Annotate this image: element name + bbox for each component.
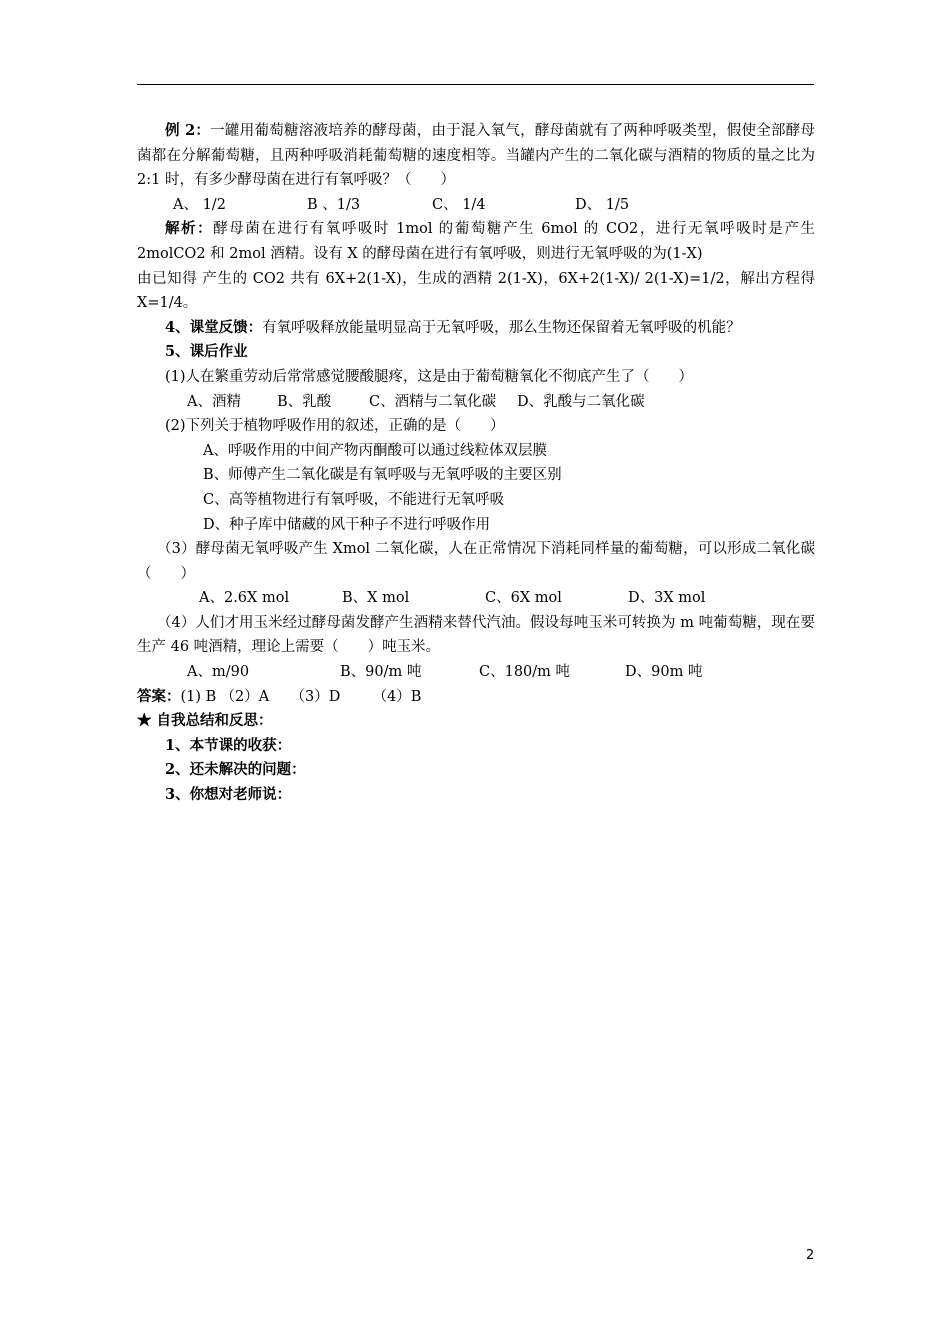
example-2-text: 一罐用葡萄糖溶液培养的酵母菌，由于混入氧气，酵母菌就有了两种呼吸类型，假使全部酵母菌都在分解葡萄糖，且两种呼吸消耗葡萄糖的速度相等。当罐内产生的二氧化碳与酒精的物质的量之比为 2:1 时，有多少酵母菌在进行有氧呼吸？（ ） [137,123,815,189]
question-4-options [137,660,815,685]
question-3: （3）酵母菌无氧呼吸产生 Xmol 二氧化碳，人在正常情况下消耗同样量的葡萄糖，可以形成二氧化碳（ ） [137,541,815,582]
answer-2: （2）A [220,688,270,705]
answer-1: (1) B [180,688,217,705]
question-2: (2)下列关于植物呼吸作用的叙述，正确的是（ ） [165,418,505,435]
summary-item-3 [137,783,815,808]
summary-item-2-text: 2、还未解决的问题： [165,761,306,779]
analysis-label: 解析： [165,220,214,238]
summary-heading [137,709,815,734]
q3-option-a: A、2.6X mol [199,590,290,607]
summary-heading-text: ★ 自我总结和反思： [137,712,273,730]
option-d: D、 1/5 [575,196,630,213]
q3-option-c: C、6X mol [485,590,562,607]
q3-option-d: D、3X mol [628,590,706,607]
q1-option-b: B、乳酸 [277,393,332,410]
answer-4: （4）B [372,688,422,705]
q4-option-a: A、m/90 [187,664,250,681]
q3-option-b: B、X mol [342,590,410,607]
page-number: 2 [806,1248,815,1263]
summary-item-2 [137,758,815,783]
answers-label: 答案： [137,687,181,705]
option-c: C、 1/4 [432,196,486,213]
feedback-text: 有氧呼吸释放能量明显高于无氧呼吸，那么生物还保留着无氧呼吸的机能？ [262,319,741,336]
q1-option-a: A、酒精 [187,393,241,410]
homework-heading [137,340,815,365]
question-1-options [137,390,815,415]
answers [137,685,815,710]
question-4: （4）人们才用玉米经过酵母菌发酵产生酒精来替代汽油。假设每吨玉米可转换为 m 吨葡萄糖，现在要生产 46 吨酒精，理论上需要（ ）吨玉米。 [137,614,815,656]
feedback [137,316,815,341]
option-b: B 、1/3 [307,196,361,213]
feedback-label: 4、课堂反馈： [165,318,263,336]
header-rule [137,84,814,85]
example-2 [137,119,815,193]
homework-label: 5、课后作业 [165,343,248,361]
analysis-line-2: 由已知得 产生的 CO2 共有 6X+2(1-X)，生成的酒精 2(1-X)，6X+2(1-X)/ 2(1-X)=1/2，解出方程得 X=1/4。 [137,270,815,312]
q4-option-c: C、180/m 吨 [479,664,571,681]
answer-3: （3）D [290,688,341,705]
q2-option-d: D、种子库中储藏的风干种子不进行呼吸作用 [203,516,491,533]
document-body [137,119,815,808]
analysis-text-1: 酵母菌在进行有氧呼吸时 1mol 的葡萄糖产生 6mol 的 CO2，进行无氧呼吸时是产生 2molCO2 和 2mol 酒精。设有 X 的酵母菌在进行有氧呼吸，则进行无氧呼吸的为(1-X) [137,221,816,262]
summary-item-1-text: 1、本节课的收获： [165,736,292,754]
q4-option-b: B、90/m 吨 [340,664,422,681]
example-2-label: 例 2： [165,122,211,139]
option-a: A、 1/2 [173,196,226,213]
summary-item-1 [137,734,815,759]
example-2-options [137,193,815,218]
q4-option-d: D、90m 吨 [625,664,703,681]
q2-option-b: B、师傅产生二氧化碳是有氧呼吸与无氧呼吸的主要区别 [203,467,562,484]
question-1: (1)人在繁重劳动后常常感觉腰酸腿疼，这是由于葡萄糖氧化不彻底产生了（ ） [165,368,694,385]
q2-option-a: A、呼吸作用的中间产物丙酮酸可以通过线粒体双层膜 [203,442,547,459]
summary-item-3-text: 3、你想对老师说： [165,786,292,804]
q1-option-d: D、乳酸与二氧化碳 [517,393,645,410]
analysis-line-1 [137,217,815,266]
q2-option-c: C、高等植物进行有氧呼吸，不能进行无氧呼吸 [203,491,505,508]
question-3-options [137,586,815,611]
q1-option-c: C、酒精与二氧化碳 [369,393,497,410]
